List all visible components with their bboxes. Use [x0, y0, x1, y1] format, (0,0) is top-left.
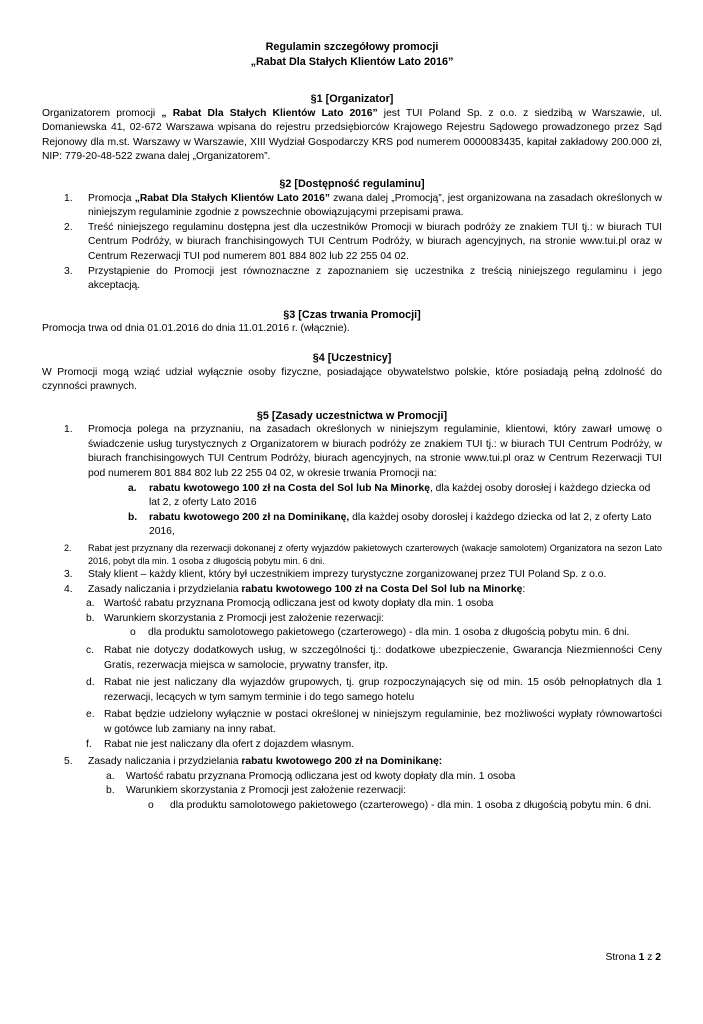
section5-item-5-sub-a [42, 770, 662, 785]
section1-text-pre: Organizatorem promocji [42, 107, 162, 119]
list-number: 1. [64, 424, 73, 436]
section5-item-4-sub-e [42, 708, 662, 737]
section5-item-5-sub-b [42, 784, 662, 799]
section5-item-5-bullet-text: dla produktu samolotowego pakietowego (czarterowego) - dla min. 1 osoba z długością pobytu min. 6 dni. [170, 799, 652, 811]
section2-item-1-post: zwana dalej „Promocją”, jest organizowana na zasadach określonych w niniejszym regulaminie zgodnie z powszechnie obowiązującymi przepisami prawa. [88, 192, 662, 219]
section5-item-4-sub-c [42, 644, 662, 673]
section2-item-3 [42, 265, 662, 294]
list-number: 4. [64, 583, 73, 595]
section5-item-5-sub-a-text: Wartość rabatu przyznana Promocją odliczana jest od kwoty dopłaty dla min. 1 osoba [126, 770, 516, 782]
section5-item-4-sub-f [42, 738, 662, 753]
section5-heading: §5 [Zasady uczestnictwa w Promocji] [256, 409, 448, 422]
list-letter: b. [86, 612, 95, 624]
section5-item-4-sub-b [42, 612, 662, 627]
section2-item-1-pre: Promocja [88, 192, 135, 204]
discount-100-label: rabatu kwotowego 100 zł na Costa del Sol lub Na Minorkę [149, 482, 430, 494]
section4-text: W Promocji mogą wziąć udział wyłącznie osoby fizyczne, posiadające obywatelstwo polskie, które posiadają pełną zdolność do czynności prawnych. [42, 366, 662, 393]
list-number: 3. [64, 569, 73, 581]
section5-item-1-sub-b [42, 511, 662, 540]
section5-item-2 [42, 542, 662, 568]
footer-page-number: 1 [638, 952, 645, 963]
section5-item-4-sub-d-text: Rabat nie jest naliczany dla wyjazdów grupowych, tj. grup rozpoczynających się od min. 15 osób pełnopłatnych dla 1 rezerwacji, lecących w tym samym terminie i do tego samego hotelu [104, 677, 662, 703]
section2-item-1-promo-name: „Rabat Dla Stałych Klientów Lato 2016” [134, 192, 331, 204]
section5-item-5-sub-b-text: Warunkiem skorzystania z Promocji jest założenie rezerwacji: [126, 785, 407, 797]
section1-promo-name: „ Rabat Dla Stałych Klientów Lato 2016” [161, 107, 378, 119]
list-letter: e. [86, 709, 95, 721]
section5-item-4-pre: Zasady naliczania i przydzielania [88, 583, 242, 595]
list-number: 2. [64, 221, 73, 233]
list-number: 3. [64, 265, 73, 277]
list-number: 2. [64, 543, 72, 554]
list-letter: a. [128, 482, 137, 494]
section5-item-4-sub-d [42, 676, 662, 705]
section5-item-4-sub-b-text: Warunkiem skorzystania z Promocji jest założenie rezerwacji: [104, 612, 385, 624]
discount-200-label: rabatu kwotowego 200 zł na Dominikanę, [149, 511, 350, 523]
list-number: 5. [64, 756, 73, 768]
section5-item-1-text: Promocja polega na przyznaniu, na zasadach określonych w niniejszym regulaminie, klientowi, który zawarł umowę o świadczenie usług turystycznych z Organizatorem w biurach podróży ze znakiem TUI tj.: w biurach TUI Centrum Podróży, w biurach franchisingowych TUI Centrum Podróży, biurach agencyjnych, na stronie www.tui.pl oraz w Centrum Rezerwacji TUI pod numerem 801 884 802 lub 22 255 04 02, w okresie trwania Promocji na: [88, 424, 662, 480]
section2-item-2 [42, 221, 662, 265]
section4-heading: §4 [Uczestnicy] [312, 351, 392, 364]
discount-100-desc: , dla każdej osoby dorosłej i każdego dziecka od lat 2, z oferty Lato 2016 [149, 482, 651, 509]
section5-item-5-pre: Zasady naliczania i przydzielania [88, 756, 242, 768]
section1-text [42, 107, 662, 165]
list-number: 1. [64, 192, 73, 204]
list-letter: a. [86, 598, 95, 610]
section3-text: Promocja trwa od dnia 01.01.2016 do dnia 11.01.2016 r. (włącznie). [42, 323, 350, 335]
footer-page-total: 2 [655, 952, 661, 963]
section5-item-4-bullet [42, 626, 662, 641]
section5-item-4-sub-a [42, 597, 662, 612]
section5-item-2-text: Rabat jest przyznany dla rezerwacji dokonanej z oferty wyjazdów pakietowych czarterowych (wakacje samolotem) Organizatora na sezon Lato 2016, pobyt dla min. 1 osoba z długością pobytu min. 6 dni. [88, 543, 662, 567]
section5-item-4-discount: rabatu kwotowego 100 zł na Costa Del Sol lub na Minorkę [241, 583, 523, 595]
list-letter: c. [86, 645, 95, 656]
list-letter: d. [86, 677, 95, 689]
section3-heading: §3 [Czas trwania Promocji] [283, 308, 421, 321]
section2-item-1 [42, 192, 662, 221]
document-title-line1: Regulamin szczegółowy promocji [265, 41, 439, 53]
section5-item-5-bullet [42, 799, 662, 814]
footer-label: Strona [605, 952, 639, 963]
section1-text-post: jest TUI Poland Sp. z o.o. z siedzibą w Warszawie, ul. Domaniewska 41, 02-672 Warszawa wpisana do rejestru przedsiębiorców Krajowego Rejestru Sądowego prowadzonego przez Sąd Rejonowy dla m.st. Warszawy w Warszawie, XIII Wydział Gospodarczy KRS pod numerem 0000083435, kapitał zakładowy 200.000 zł, NIP: 779-20-48-522 zwana dalej „Organizatorem”. [42, 107, 662, 163]
footer-separator: z [644, 952, 656, 963]
list-letter: a. [106, 770, 115, 782]
section5-item-4-sub-e-text: Rabat będzie udzielony wyłącznie w postaci określonej w niniejszym regulaminie, bez możliwości wypłaty równowartości w gotówce lub zamiany na inny rabat. [104, 709, 662, 735]
list-letter: f. [86, 738, 92, 750]
list-letter: b. [106, 785, 115, 797]
section2-item-2-text: Treść niniejszego regulaminu dostępna jest dla uczestników Promocji w biurach podróży ze znakiem TUI tj.: w biurach TUI Centrum Podróży, w biurach franchisingowych TUI Centrum Podróży, w biurach agencyjnych, na stronie www.tui.pl oraz w Centrum Rezerwacji TUI pod numerem 801 884 802 lub 22 255 04 02. [88, 221, 662, 262]
section2-heading: §2 [Dostępność regulaminu] [279, 177, 425, 190]
section5-item-4-sub-f-text: Rabat nie jest naliczany dla ofert z dojazdem własnym. [104, 738, 355, 750]
list-letter: b. [128, 511, 138, 523]
bullet-icon: o [148, 799, 154, 811]
section5-item-4 [42, 583, 662, 598]
section5-item-3 [42, 568, 662, 583]
section5-item-1-sub-a [42, 482, 662, 511]
discount-200-desc: dla każdej osoby dorosłej i każdego dziecka od lat 2, z oferty Lato 2016, [149, 511, 652, 538]
page-footer [605, 951, 661, 966]
section5-item-4-sub-c-text: Rabat nie dotyczy dodatkowych usług, w szczególności tj.: dodatkowe ubezpieczenie, Gwarancja Niezmienności Ceny Gratis, rezerwacja miejsca w samolocie, prywatny transfer, itp. [104, 645, 662, 671]
bullet-icon: o [130, 627, 136, 639]
section2-item-3-text: Przystąpienie do Promocji jest równoznaczne z zapoznaniem się uczestnika z treścią niniejszego regulaminu i jego akceptacją. [88, 265, 662, 292]
section5-item-4-sub-a-text: Wartość rabatu przyznana Promocją odliczana jest od kwoty dopłaty dla min. 1 osoba [104, 598, 494, 610]
section5-item-5-discount: rabatu kwotowego 200 zł na Dominikanę: [241, 756, 443, 768]
section5-item-1 [42, 423, 662, 481]
section5-item-5 [42, 755, 662, 770]
document-title-line2: „Rabat Dla Stałych Klientów Lato 2016” [250, 56, 454, 68]
section5-item-4-post: : [522, 583, 526, 595]
section1-heading: §1 [Organizator] [310, 93, 394, 105]
section5-item-4-bullet-text: dla produktu samolotowego pakietowego (czarterowego) - dla min. 1 osoba z długością pobytu min. 6 dni. [148, 627, 630, 639]
document-page [42, 40, 662, 814]
section5-item-3-text: Stały klient – każdy klient, który był uczestnikiem imprezy turystyczne zorganizowanej przez TUI Poland Sp. z o.o. [88, 569, 607, 581]
